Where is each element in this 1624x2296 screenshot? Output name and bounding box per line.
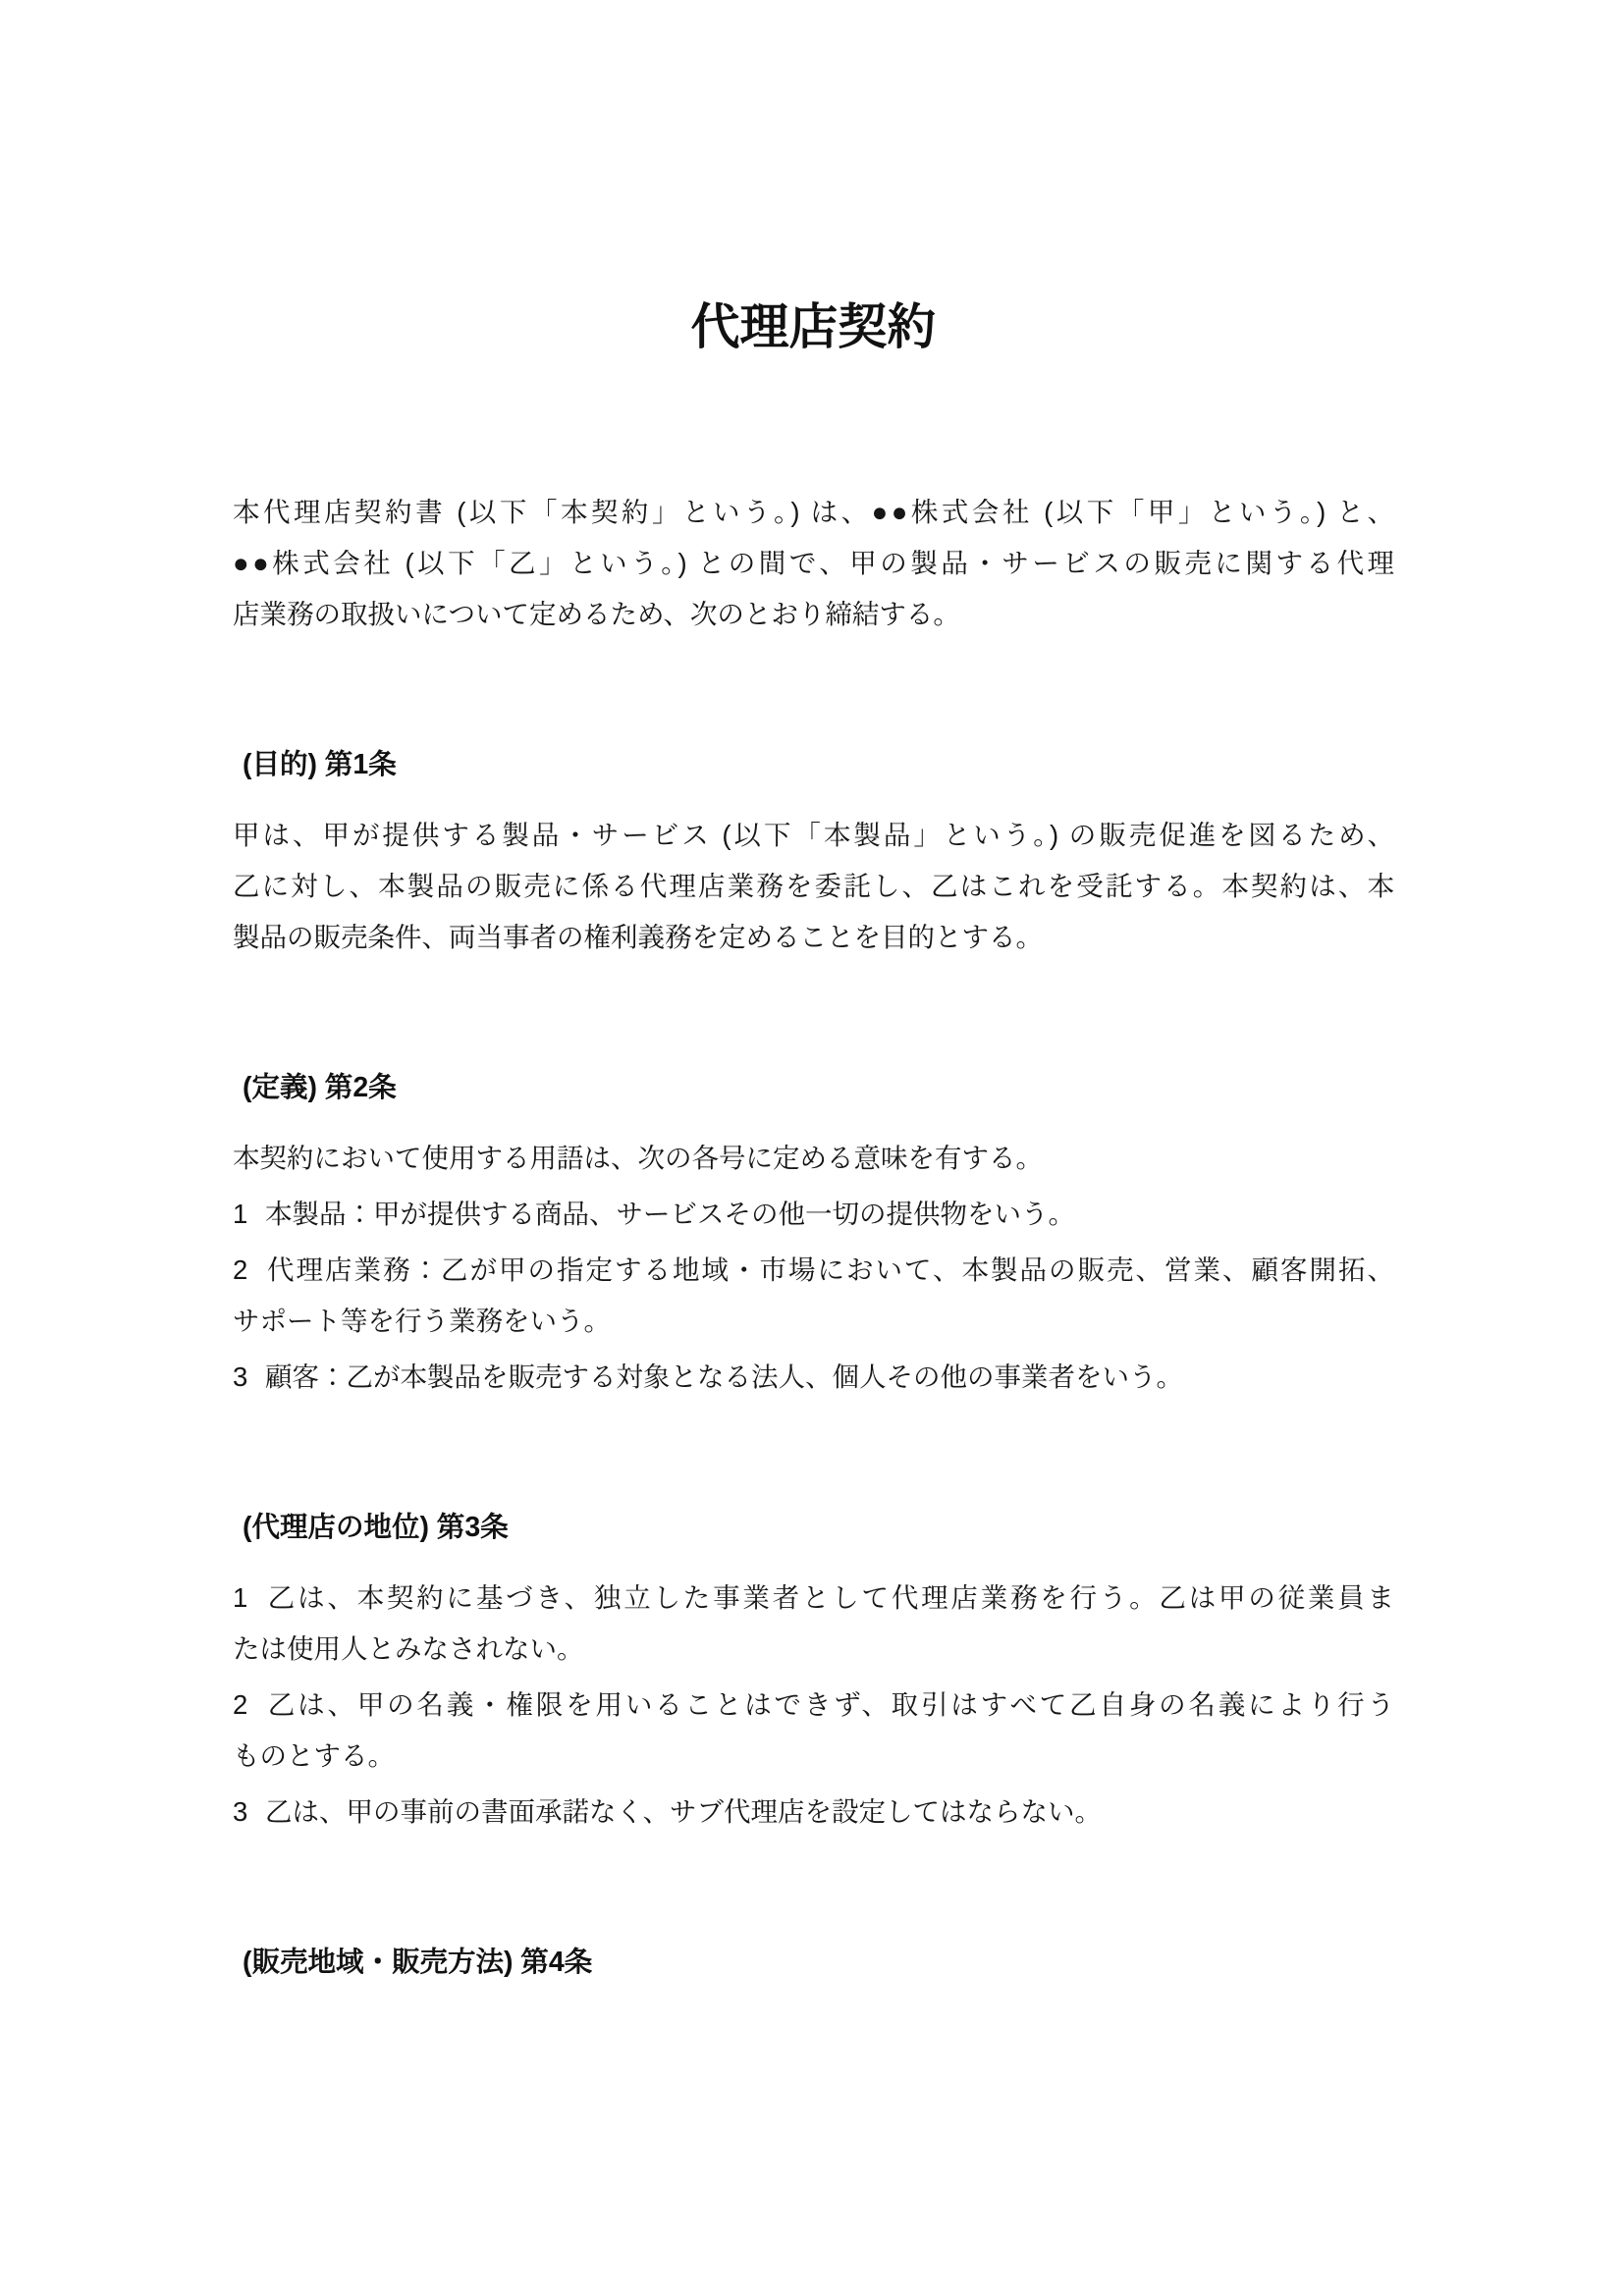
text-line: 店業務の取扱いについて定めるため、次のとおり締結する。 <box>233 599 960 629</box>
item-number: 1 <box>233 1582 248 1613</box>
list-item <box>233 1573 1394 1675</box>
section-paragraph <box>233 810 1394 963</box>
section-lead: 本契約において使用する用語は、次の各号に定める意味を有する。 <box>233 1143 1043 1173</box>
text-line <box>233 1245 1394 1296</box>
text-line: ものとする。 <box>233 1740 395 1771</box>
item-number: 1 <box>233 1199 248 1229</box>
text-line: 本代理店契約書 (以下「本契約」という。) は、●●株式会社 (以下「甲」という。) と、 <box>233 497 1394 527</box>
list-item <box>233 1352 1394 1403</box>
item-text: 本製品：甲が提供する商品、サービスその他一切の提供物をいう。 <box>265 1199 1075 1229</box>
text-line: たは使用人とみなされない。 <box>233 1633 584 1664</box>
section-heading-article-4: (販売地域・販売方法) 第4条 <box>243 1947 593 1978</box>
text-line: サポート等を行う業務をいう。 <box>233 1306 611 1336</box>
list-item <box>233 1680 1394 1782</box>
text-line <box>233 1680 1394 1731</box>
item-number: 3 <box>233 1796 248 1827</box>
list-item <box>233 1245 1394 1347</box>
section-heading-article-2: (定義) 第2条 <box>243 1072 397 1103</box>
list-item <box>233 1189 1394 1240</box>
section-heading-article-3: (代理店の地位) 第3条 <box>243 1512 509 1543</box>
text-line <box>233 1189 1394 1240</box>
text-line: 乙に対し、本製品の販売に係る代理店業務を委託し、乙はこれを受託する。本契約は、本 <box>233 871 1394 901</box>
text-line <box>233 1573 1394 1624</box>
section-heading-article-1: (目的) 第1条 <box>243 749 397 780</box>
item-text: 顧客：乙が本製品を販売する対象となる法人、個人その他の事業者をいう。 <box>265 1362 1183 1392</box>
text-line: 甲は、甲が提供する製品・サービス (以下「本製品」という。) の販売促進を図るため、 <box>233 820 1394 850</box>
item-text: 乙は、甲の名義・権限を用いることはできず、取引はすべて乙自身の名義により行う <box>265 1689 1394 1720</box>
item-text: 代理店業務：乙が甲の指定する地域・市場において、本製品の販売、営業、顧客開拓、 <box>265 1255 1394 1285</box>
item-text: 乙は、本契約に基づき、独立した事業者として代理店業務を行う。乙は甲の従業員ま <box>265 1582 1394 1613</box>
intro-paragraph <box>233 487 1394 640</box>
text-line <box>233 1787 1394 1838</box>
item-number: 2 <box>233 1689 248 1720</box>
item-text: 乙は、甲の事前の書面承諾なく、サブ代理店を設定してはならない。 <box>265 1796 1102 1827</box>
item-number: 2 <box>233 1255 248 1285</box>
text-line <box>233 1352 1394 1403</box>
text-line: ●●株式会社 (以下「乙」という。) との間で、甲の製品・サービスの販売に関する代理 <box>233 548 1394 578</box>
item-number: 3 <box>233 1362 248 1392</box>
page-title: 代理店契約 <box>690 299 937 354</box>
list-item <box>233 1787 1394 1838</box>
text-line: 製品の販売条件、両当事者の権利義務を定めることを目的とする。 <box>233 922 1043 952</box>
